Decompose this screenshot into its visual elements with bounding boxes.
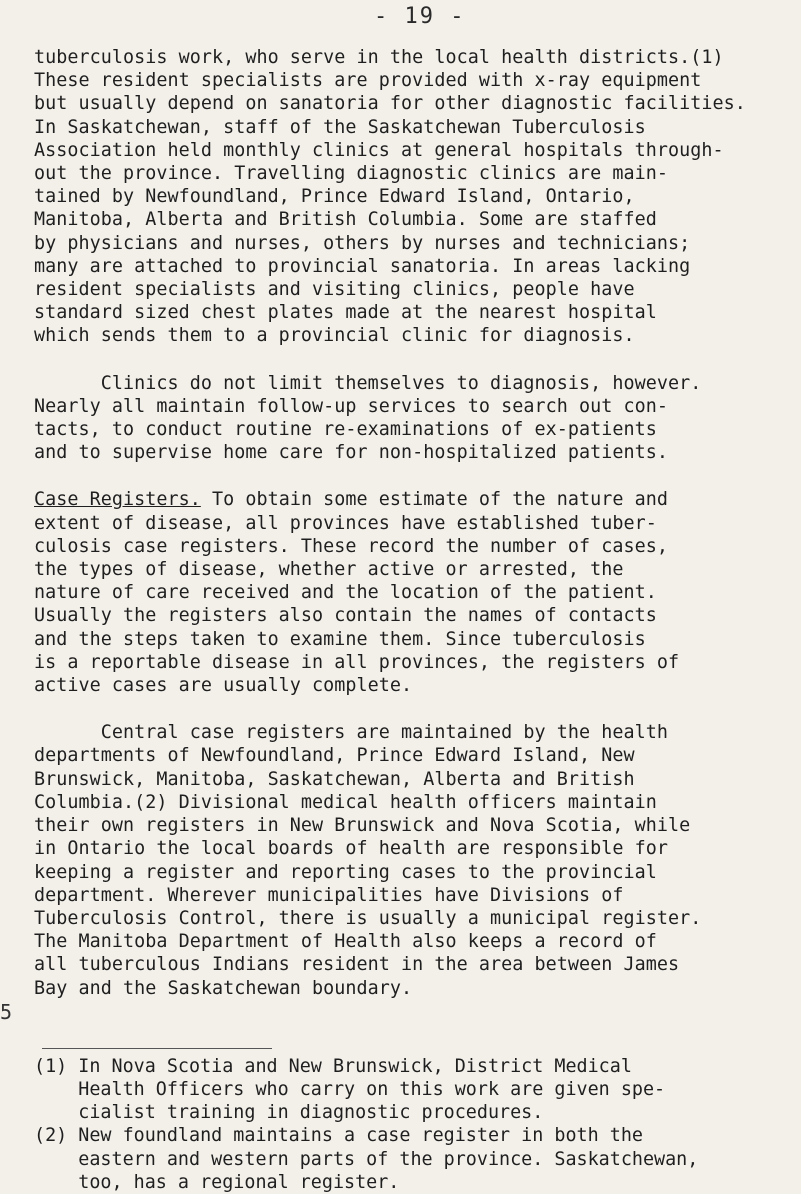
- text-line: department. Wherever municipalities have Divisions of: [34, 884, 624, 906]
- text-line: many are attached to provincial sanatoria. In areas lacking: [34, 255, 691, 277]
- text-line: Usually the registers also contain the names of contacts: [34, 605, 657, 627]
- text-line: nature of care received and the location of the patient.: [34, 582, 657, 604]
- paragraph-4: [34, 721, 800, 999]
- paragraph-3: [34, 488, 800, 697]
- text-line: Central case registers are maintained by the health: [34, 722, 668, 744]
- text-line: resident specialists and visiting clinics, people have: [34, 279, 635, 301]
- text-line: Manitoba, Alberta and British Columbia. Some are staffed: [34, 209, 657, 231]
- text-line: extent of disease, all provinces have established tuber-: [34, 512, 657, 534]
- footnote-line: eastern and western parts of the province. Saskatchewan,: [34, 1148, 699, 1170]
- text-line: These resident specialists are provided with x-ray equipment: [34, 70, 702, 92]
- text-line: but usually depend on sanatoria for other diagnostic facilities.: [34, 93, 746, 115]
- text-line: [34, 488, 800, 511]
- text-line: Tuberculosis Control, there is usually a municipal register.: [34, 907, 702, 929]
- paragraph-1: [34, 46, 800, 348]
- text-line: the types of disease, whether active or arrested, the: [34, 559, 624, 581]
- text-line: active cases are usually complete.: [34, 675, 413, 697]
- text-line: is a reportable disease in all provinces, the registers of: [34, 651, 680, 673]
- text-line: in Ontario the local boards of health are responsible for: [34, 838, 668, 860]
- text-line: and to supervise home care for non-hospitalized patients.: [34, 442, 668, 464]
- body-text: [34, 46, 800, 1194]
- text-line: Columbia.(2) Divisional medical health officers maintain: [34, 791, 657, 813]
- footnote-divider: [42, 1048, 272, 1049]
- footnote-line: Health Officers who carry on this work are given spe-: [34, 1078, 666, 1100]
- page-number: - 19 -: [374, 4, 466, 29]
- text-line: Brunswick, Manitoba, Saskatchewan, Alberta and British: [34, 768, 635, 790]
- text-line: and the steps taken to examine them. Since tuberculosis: [34, 628, 646, 650]
- text-line: culosis case registers. These record the number of cases,: [34, 535, 668, 557]
- text-line: tuberculosis work, who serve in the local health districts.(1): [34, 47, 724, 68]
- margin-mark: 5: [0, 1000, 13, 1024]
- text-line: their own registers in New Brunswick and Nova Scotia, while: [34, 815, 691, 837]
- text-line: The Manitoba Department of Health also keeps a record of: [34, 931, 657, 953]
- footnote-line: cialist training in diagnostic procedures.: [34, 1102, 544, 1124]
- heading-line-rest: To obtain some estimate of the nature and: [200, 489, 668, 511]
- text-line: by physicians and nurses, others by nurses and technicians;: [34, 232, 691, 254]
- text-line: Clinics do not limit themselves to diagnosis, however.: [34, 372, 702, 394]
- footnote-line: too, has a regional register.: [34, 1171, 400, 1193]
- text-line: departments of Newfoundland, Prince Edward Island, New: [34, 745, 635, 767]
- text-line: out the province. Travelling diagnostic clinics are main-: [34, 163, 668, 185]
- text-line: all tuberculous Indians resident in the area between James: [34, 954, 680, 976]
- section-heading-case-registers: Case Registers.: [34, 489, 201, 511]
- text-line: Bay and the Saskatchewan boundary.: [34, 977, 413, 999]
- footnote-line: (1) In Nova Scotia and New Brunswick, District Medical: [34, 1055, 632, 1077]
- text-line: Nearly all maintain follow-up services to search out con-: [34, 395, 668, 417]
- text-line: Association held monthly clinics at general hospitals through-: [34, 139, 724, 161]
- text-line: tacts, to conduct routine re-examinations of ex-patients: [34, 419, 657, 441]
- text-line: keeping a register and reporting cases to the provincial: [34, 861, 657, 883]
- text-line: which sends them to a provincial clinic for diagnosis.: [34, 325, 635, 347]
- text-line: tained by Newfoundland, Prince Edward Island, Ontario,: [34, 186, 635, 208]
- footnotes: [34, 1055, 800, 1194]
- paragraph-2: [34, 372, 800, 465]
- footnote-line: (2) New foundland maintains a case register in both the: [34, 1125, 643, 1147]
- text-line: standard sized chest plates made at the nearest hospital: [34, 302, 657, 324]
- text-line: In Saskatchewan, staff of the Saskatchewan Tuberculosis: [34, 116, 646, 138]
